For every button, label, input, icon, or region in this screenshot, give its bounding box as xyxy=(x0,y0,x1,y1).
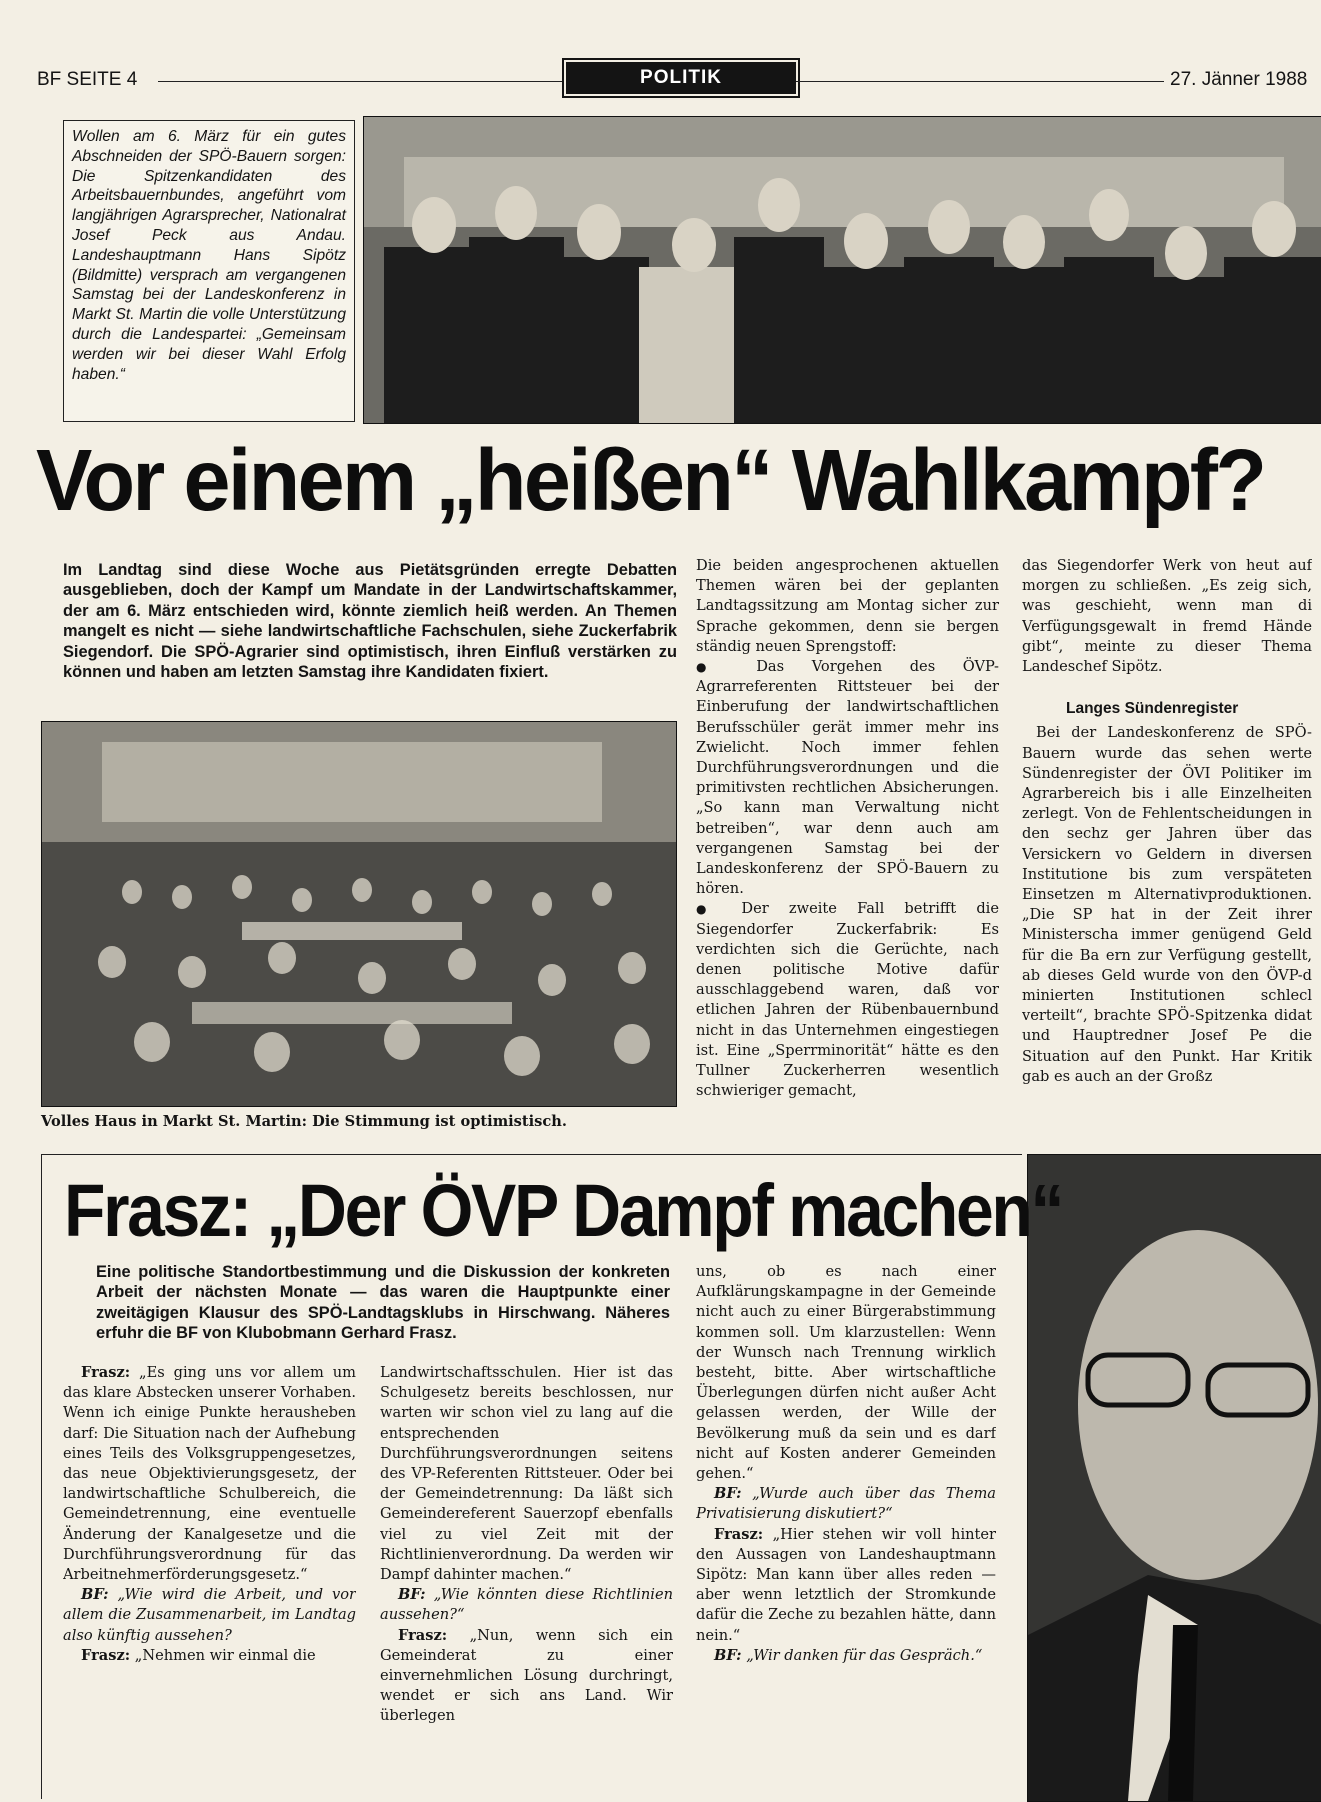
speaker-label: Frasz: xyxy=(81,1646,131,1664)
hall-photo-caption: Volles Haus in Markt St. Martin: Die Stimmung ist optimistisch. xyxy=(41,1113,567,1130)
article1-col2-para-1: das Siegendorfer Werk von heut auf morgen zu schließen. „Es zeig sich, was geschieht, wenn man di Verfügungsgewalt in fremd Hände gibt“, meinte zu dieser Thema Landeschef Sipötz. xyxy=(1022,557,1312,676)
hall-photo xyxy=(41,721,677,1107)
interview-column-2 xyxy=(380,1363,673,1793)
speaker-label: BF: xyxy=(398,1586,426,1604)
speaker-label: Frasz: xyxy=(714,1525,764,1543)
question-text: „Wir danken für das Gespräch.“ xyxy=(746,1646,983,1664)
interview-column-3 xyxy=(696,1262,996,1794)
page-number: BF SEITE 4 xyxy=(37,69,138,90)
section-label: POLITIK xyxy=(640,67,722,88)
interview-closing xyxy=(696,1646,996,1666)
interview-answer-2 xyxy=(63,1646,356,1666)
headline-wahlkampf: Vor einem „heißen“ Wahlkampf? xyxy=(36,431,1265,530)
speaker-label: BF: xyxy=(714,1646,742,1664)
answer-text: „Nun, wenn sich ein Gemeinderat zu einer einvernehmlichen Lösung durchringt, wendet er sich ans Land. Wir überlegen xyxy=(380,1626,673,1725)
interview-answer-2-cont: Landwirtschaftsschulen. Hier ist das Schulgesetz bereits beschlossen, nur warten wir schon viel zu lang auf die entsprechenden Durchführungsverordnungen seitens des VP-Referenten Rittsteuer. Oder bei der Gemeindetrennung: Da läßt sich Gemeindereferent Sauerzopf ebenfalls viel zu viel Zeit mit der Richtlinienverordnung. Da werden wir Dampf dahinter machen.“ xyxy=(380,1364,673,1584)
interview-answer-1 xyxy=(63,1363,356,1585)
question-text: „Wie wird die Arbeit, und vor allem die Zusammenarbeit, im Landtag also künftig aussehen? xyxy=(63,1586,356,1644)
speaker-label: Frasz: xyxy=(398,1626,448,1644)
interview-question-3 xyxy=(696,1484,996,1524)
hall-photo-image xyxy=(42,722,676,1106)
question-text: „Wie könnten diese Richtlinien aussehen?“ xyxy=(380,1586,673,1624)
speaker-label: BF: xyxy=(714,1485,742,1503)
answer-text: „Hier stehen wir voll hinter den Aussagen von Landeshauptmann Sipötz: Man kann über alles reden — aber wenn letztlich der Stromkunde dafür die Zeche zu bezahlen hätte, dann nein.“ xyxy=(696,1525,996,1644)
subhead-suendenregister: Langes Sündenregister xyxy=(1066,700,1239,718)
interview-answer-3-cont: uns, ob es nach einer Aufklärungskampagne in der Gemeinde nicht auch zu einer Bürgerabstimmung kommen soll. Um klarzustellen: Wenn der Wunsch nach Trennung wirklich besteht, bitte. Aber wirtschaftliche Überlegungen dürfen nicht außer Acht gelassen werden, der Wille der Bevölkerung muß da sein und es darf nicht auf Kosten anderer Gemeinden gehen.“ xyxy=(696,1263,996,1483)
lead-wahlkampf: Im Landtag sind diese Woche aus Pietätsgründen erregte Debatten ausgeblieben, doch der Kampf um Mandate in der Landwirtschaftskammer, der am 6. März entschieden wird, könnte ziemlich heiß werden. An Themen mangelt es nicht — siehe landwirtschaftliche Fachschulen, siehe Zuckerfabrik Siegendorf. Die SPÖ-Agrarier sind optimistisch, ihren Einfluß verstärken zu können und haben am letzten Samstag ihre Kandidaten fixiert. xyxy=(63,561,677,682)
section-banner xyxy=(566,62,796,94)
portrait-photo xyxy=(1027,1154,1321,1802)
article1-col2-para-2: Bei der Landeskonferenz de SPÖ-Bauern wurde das sehen werte Sündenregister der ÖVI Politiker im Agrarbereich bis i alle Einzelheiten zerlegt. Von de Fehlentscheidungen in den sechz ger Jahren über das Versickern vo Geldern in diversen Institutione bis zum verspäteten Einsetzen m Alternativproduktionen. „Die SP hat in der Zeit ihrer Ministerscha immer genügend Geld für die Ba ern zur Verfügung gestellt, ab dieses Geld wurde von den ÖVP-d minierten Institutionen schlecl verteilt“, brachte SPÖ-Spitzenka didat und Hauptredner Josef Pe die Situation auf den Punkt. Har Kritik gab es auch an der Großz xyxy=(1022,724,1312,1085)
question-text: „Wurde auch über das Thema Privatisierung diskutiert?“ xyxy=(696,1485,996,1523)
headline-frasz: Frasz: „Der ÖVP Dampf machen“ xyxy=(64,1169,1063,1253)
interview-question-2 xyxy=(380,1585,673,1625)
group-photo xyxy=(363,116,1321,424)
portrait-photo-image xyxy=(1028,1155,1321,1801)
group-photo-image xyxy=(364,117,1321,423)
article1-bullet-1: ● Das Vorgehen des ÖVP-Agrarreferenten Rittsteuer bei der Einberufung der landwirtschaftlichen Berufsschüler gerät immer mehr ins Zwielicht. Noch immer fehlen Durchführungsverordnungen und die primitivsten rechtlichen Absicherungen. „So kann man Verwaltung nicht betreiben“, war denn auch am vergangenen Samstag bei der Landeskonferenz der SPÖ-Bauern zu hören. xyxy=(696,657,999,899)
header-rule-right xyxy=(796,81,1164,82)
interview-answer-3 xyxy=(380,1626,673,1727)
issue-date: 27. Jänner 1988 xyxy=(1170,69,1308,90)
article1-column-1 xyxy=(696,556,999,1130)
speaker-label: BF: xyxy=(81,1586,109,1604)
answer-text: „Es ging uns vor allem um das klare Abstecken unserer Vorhaben. Wenn ich einige Punkte herausheben darf: Die Situation nach der Aufhebung eines Teils des Volksgruppengesetzes, das neue Objektivierungsgesetz, der landwirtschaftliche Schulbereich, die Gemeindetrennung, eine eventuelle Änderung der Kanalgesetze und die Durchführungsverordnung für das Arbeitnehmerförderungsgesetz.“ xyxy=(63,1364,356,1584)
interview-column-1 xyxy=(63,1363,356,1793)
interview-question-1 xyxy=(63,1585,356,1646)
speaker-label: Frasz: xyxy=(81,1364,131,1381)
header-rule-left xyxy=(158,81,562,82)
article1-column-2 xyxy=(1022,556,1312,1130)
article1-intro: Die beiden angesprochenen aktuellen Themen wären bei der geplanten Landtagssitzung am Montag sicher zur Sprache gekommen, denn sie bergen ständig neuen Sprengstoff: xyxy=(696,557,999,655)
lead-frasz: Eine politische Standortbestimmung und die Diskussion der konkreten Arbeit der nächsten Monate — das waren die Hauptpunkte einer zweitägigen Klausur des SPÖ-Landtagsklubs in Hirschwang. Näheres erfuhr die BF von Klubobmann Gerhard Frasz. xyxy=(96,1263,670,1343)
group-photo-caption: Wollen am 6. März für ein gutes Abschneiden der SPÖ-Bauern sorgen: Die Spitzenkandidaten des Arbeitsbauernbundes, angeführt vom langjährigen Agrarsprecher, Nationalrat Josef Peck aus Andau. Landeshauptmann Hans Sipötz (Bildmitte) versprach am vergangenen Samstag bei der Landeskonferenz in Markt St. Martin die volle Unterstützung durch die Landespartei: „Gemeinsam werden wir bei dieser Wahl Erfolg haben.“ xyxy=(63,120,355,422)
interview-answer-4 xyxy=(696,1525,996,1646)
article1-bullet-2: ● Der zweite Fall betrifft die Siegendorfer Zuckerfabrik: Es verdichten sich die Gerüchte, nach denen politische Motive dafür ausschlaggebend waren, daß vor etlichen Jahren der Rübenbauernbund nicht in das Unternehmen eingestiegen ist. Eine „Sperrminorität“ hätte es den Tullner Zuckerherren wesentlich schwieriger gemacht, xyxy=(696,899,999,1101)
answer-text: „Nehmen wir einmal die xyxy=(134,1646,316,1664)
